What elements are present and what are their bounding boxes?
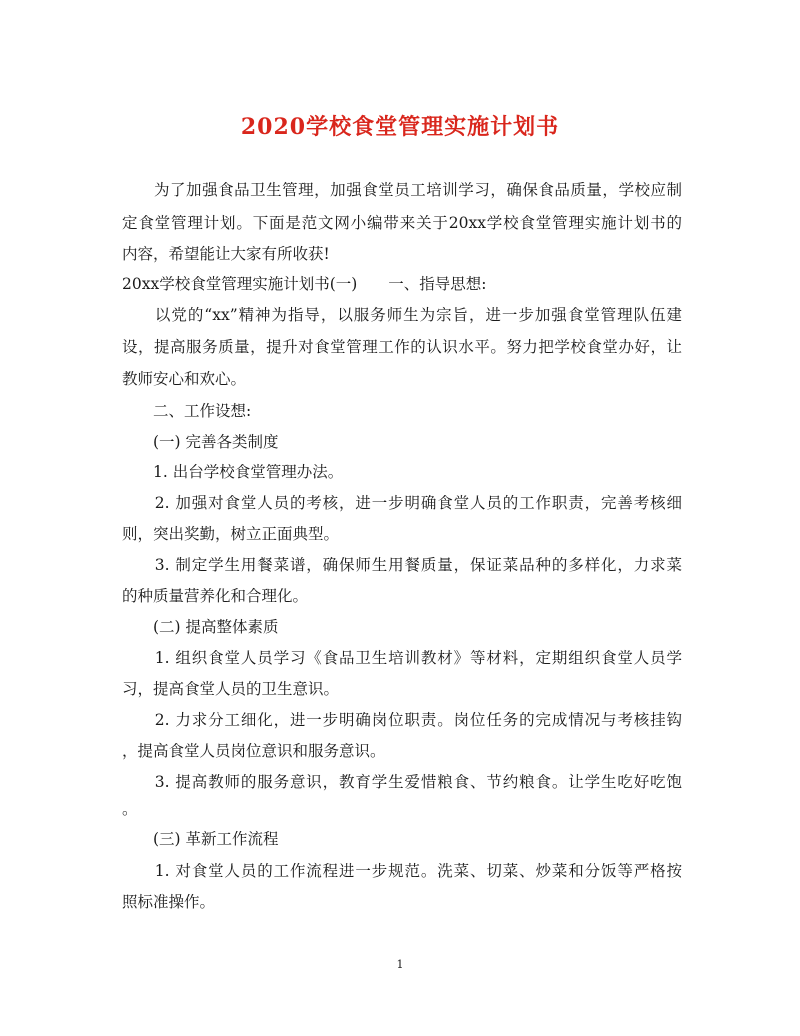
list-item-continuation: 。 [122,800,138,818]
list-item: 2. 加强对食堂人员的考核，进一步明确食堂人员的工作职责，完善考核细 [122,494,682,512]
paragraph-line: 以党的“xx”精神为指导，以服务师生为宗旨，进一步加强食堂管理队伍建 [122,306,682,324]
section-heading: 二、工作设想: [122,402,252,420]
list-item: 2. 力求分工细化，进一步明确岗位职责。岗位任务的完成情况与考核挂钩 [122,711,682,729]
paragraph-line: 教师安心和欢心。 [122,370,247,388]
subsection-heading: (二) 提高整体素质 [122,618,279,636]
list-item-continuation: 则，突出奖勤，树立正面典型。 [122,525,340,543]
paragraph-line: 为了加强食品卫生管理，加强食堂员工培训学习，确保食品质量，学校应制 [122,181,682,199]
subsection-heading: (一) 完善各类制度 [122,433,279,451]
paragraph-line: 内容，希望能让大家有所收获! [122,245,330,263]
list-item: 3. 制定学生用餐菜谱，确保师生用餐质量，保证菜品种的多样化，力求菜 [122,556,682,574]
list-item-continuation: 的种质量营养化和合理化。 [122,587,309,605]
document-title: 2020学校食堂管理实施计划书 [240,114,560,140]
subsection-heading: (三) 革新工作流程 [122,830,279,848]
list-item-continuation: ，提高食堂人员岗位意识和服务意识。 [122,742,386,760]
list-item-continuation: 照标准操作。 [122,893,216,911]
page-number: 1 [396,958,404,971]
list-item: 1. 对食堂人员的工作流程进一步规范。洗菜、切菜、炒菜和分饭等严格按 [122,862,682,880]
section-heading-line: 20xx学校食堂管理实施计划书(一) 一、指导思想: [122,275,487,293]
list-item: 1. 出台学校食堂管理办法。 [122,463,344,481]
paragraph-line: 设，提高服务质量，提升对食堂管理工作的认识水平。努力把学校食堂办好，让 [122,338,682,356]
paragraph-line: 定食堂管理计划。下面是范文网小编带来关于20xx学校食堂管理实施计划书的 [122,214,682,232]
list-item-continuation: 习，提高食堂人员的卫生意识。 [122,680,340,698]
list-item: 3. 提高教师的服务意识，教育学生爱惜粮食、节约粮食。让学生吃好吃饱 [122,773,682,791]
list-item: 1. 组织食堂人员学习《食品卫生培训教材》等材料，定期组织食堂人员学 [122,649,682,667]
